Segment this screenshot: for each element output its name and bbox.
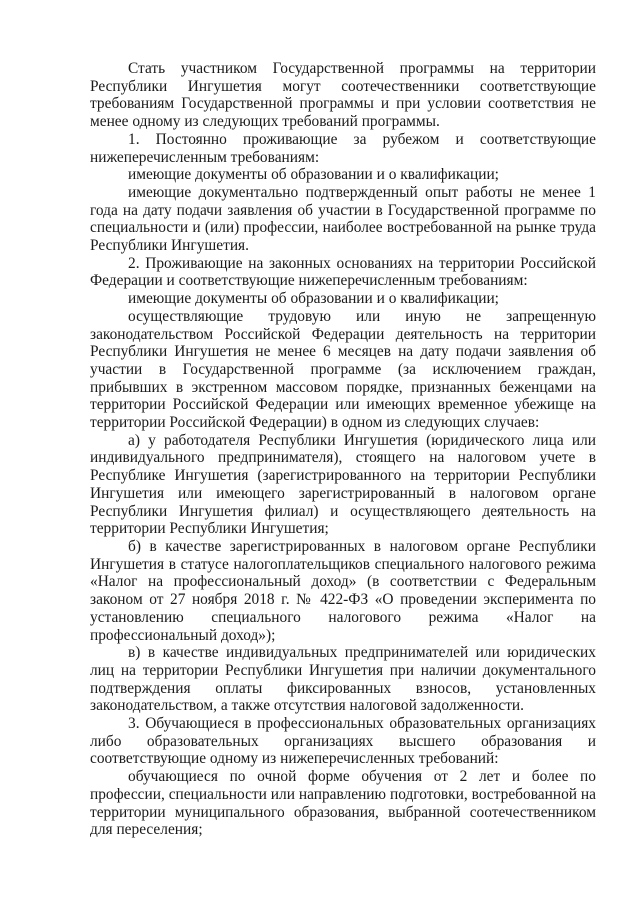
paragraph-item-3-req-1: обучающиеся по очной форме обучения от 2 лет и более по профессии, специальности или направлению подготовки, востребованной на территории муниципального образования, выбранной соотечественником для переселения; [90, 768, 596, 839]
paragraph-item-2-case-a: а) у работодателя Республики Ингушетия (юридического лица или индивидуального предпринимателя), стоящего на налоговом учете в Республике Ингушетия (зарегистрированного на территории Республики Ингушетия или имеющего зарегистрированный в налоговом органе Республики Ингушетия филиал) и осуществляющего деятельность на территории Республики Ингушетия; [90, 431, 596, 538]
paragraph-item-1-req-1: имеющие документы об образовании и о квалификации; [128, 166, 499, 184]
paragraph-item-1-req-2: имеющие документально подтвержденный опыт работы не менее 1 года на дату подачи заявления об участии в Государственной программе по специальности и (или) профессии, наиболее востребованной на рынке труда Республики Ингушетия. [90, 183, 596, 255]
paragraph-item-2: 2. Проживающие на законных основаниях на территории Российской Федерации и соответствующие нижеперечисленным требованиям: [90, 254, 596, 290]
paragraph-item-3: 3. Обучающиеся в профессиональных образовательных организациях либо образовательных организациях высшего образования и соответствующие одному из нижеперечисленных требований: [90, 715, 596, 768]
paragraph-item-2-req-2: осуществляющие трудовую или иную не запрещенную законодательством Российской Федерации деятельность на территории Республики Ингушетия не менее 6 месяцев на дату подачи заявления об участии в Государственной программе (за исключением граждан, прибывших в экстренном массовом порядке, признанных беженцами на территории Российской Федерации или имеющих временное убежище на территории Российской Федерации) в одном из следующих случаев: [90, 307, 596, 432]
paragraph-item-2-case-c: в) в качестве индивидуальных предпринимателей или юридических лиц на территории Республики Ингушетия при наличии документального подтверждения оплаты фиксированных взносов, установленных законодательством, а также отсутствия налоговой задолженности. [90, 644, 596, 715]
paragraph-item-2-case-b: б) в качестве зарегистрированных в налоговом органе Республики Ингушетия в статусе налогоплательщиков специального налогового режима «Налог на профессиональный доход» (в соответствии с Федеральным законом от 27 ноября 2018 г. № 422-ФЗ «О проведении эксперимента по установлению специального налогового режима «Налог на профессиональный доход»); [90, 537, 596, 644]
paragraph-item-1: 1. Постоянно проживающие за рубежом и соответствующие нижеперечисленным требованиям: [90, 130, 596, 166]
paragraph-item-2-req-1: имеющие документы об образовании и о квалификации; [128, 290, 499, 308]
paragraph-intro: Стать участником Государственной программы на территории Республики Ингушетия могут соотечественники соответствующие требованиям Государственной программы и при условии соответствия не менее одному из следующих требований программы. [90, 60, 596, 131]
document-page [90, 60, 596, 839]
